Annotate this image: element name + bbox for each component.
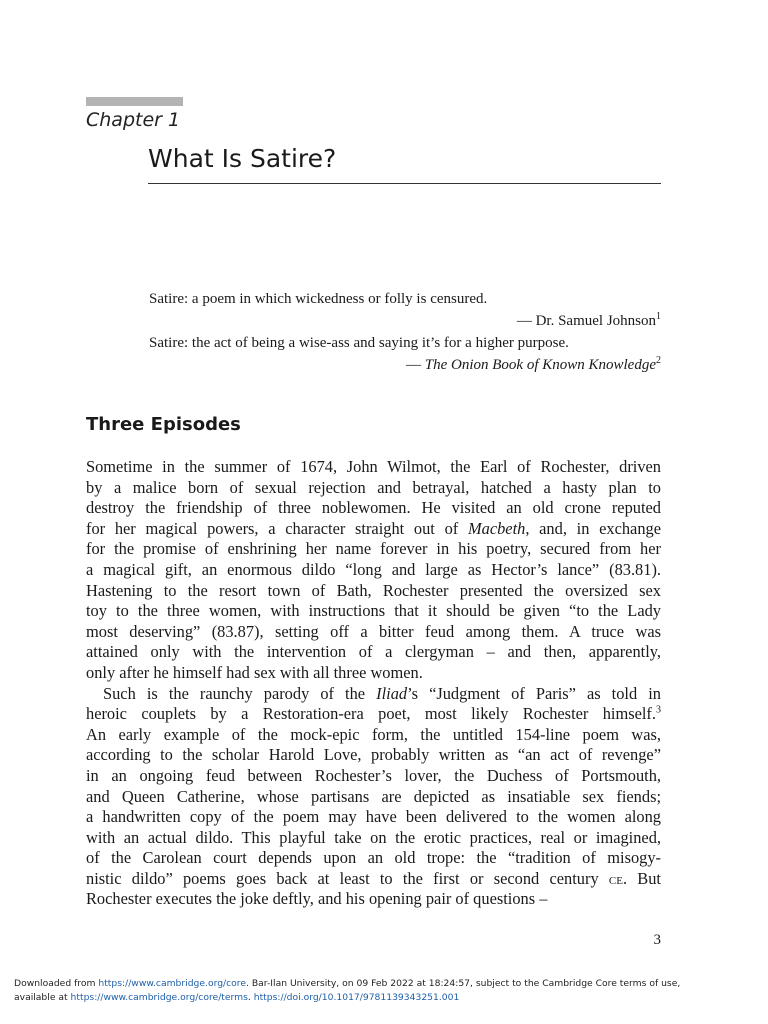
page-number: 3 bbox=[653, 932, 661, 948]
text-line: destroy the friendship of three noblewomen. He visited an old crone reputed bbox=[86, 498, 661, 518]
text-line: and Queen Catherine, whose partisans are depicted as insatiable sex fiends; bbox=[86, 786, 661, 806]
text-line: only after he himself had sex with all three women. bbox=[86, 662, 423, 682]
chapter-title: What Is Satire? bbox=[148, 144, 337, 173]
text-line: toy to the three women, with instructions that it should be given “to the Lady bbox=[86, 601, 661, 621]
section-heading: Three Episodes bbox=[86, 414, 241, 435]
text-line: by a malice born of sexual rejection and betrayal, hatched a hasty plan to bbox=[86, 477, 661, 497]
footer-text: available at bbox=[14, 992, 71, 1003]
text-line: for the promise of enshrining her name forever in his poetry, secured from her bbox=[86, 539, 661, 559]
text-line: according to the scholar Harold Love, probably written as “an act of revenge” bbox=[86, 745, 661, 765]
attribution-book-title: The Onion Book of Known Knowledge bbox=[424, 357, 656, 373]
epigraph-quote-2: Satire: the act of being a wise-ass and saying it’s for a higher purpose. bbox=[149, 335, 569, 351]
small-caps-era: ce bbox=[608, 868, 623, 888]
chapter-bar bbox=[86, 97, 183, 106]
cambridge-core-link[interactable]: https://www.cambridge.org/core bbox=[98, 978, 247, 989]
italic-title: Macbeth bbox=[467, 518, 526, 538]
text-line bbox=[86, 704, 661, 725]
footer-line-2 bbox=[14, 991, 759, 1005]
download-footer bbox=[14, 977, 759, 1005]
text-run: . But bbox=[622, 868, 661, 888]
attribution-prefix: — bbox=[406, 357, 425, 373]
terms-link[interactable]: https://www.cambridge.org/core/terms bbox=[70, 992, 248, 1003]
italic-title: Iliad bbox=[376, 683, 408, 703]
epigraph-attribution-1 bbox=[149, 310, 661, 332]
footer-text: Downloaded from bbox=[14, 978, 99, 989]
footnote-ref[interactable]: 1 bbox=[656, 311, 661, 322]
text-line: Hastening to the resort town of Bath, Rochester presented the oversized sex bbox=[86, 580, 661, 600]
footnote-ref[interactable]: 2 bbox=[656, 355, 661, 366]
text-line: with an actual dildo. This playful take on the erotic practices, real or imagined, bbox=[86, 827, 661, 847]
text-line: a handwritten copy of the poem may have been delivered to the women along bbox=[86, 807, 661, 827]
footer-text: . bbox=[247, 992, 254, 1003]
text-line: in an ongoing feud between Rochester’s lover, the Duchess of Portsmouth, bbox=[86, 765, 661, 785]
text-run: for her magical powers, a character straight out of bbox=[86, 518, 468, 538]
epigraphs bbox=[149, 288, 661, 376]
epigraph-quote-1: Satire: a poem in which wickedness or folly is censured. bbox=[149, 291, 488, 307]
body-text bbox=[86, 457, 661, 910]
footnote-ref[interactable]: 3 bbox=[656, 704, 661, 716]
text-line: Sometime in the summer of 1674, John Wilmot, the Earl of Rochester, driven bbox=[86, 457, 661, 476]
title-rule bbox=[148, 183, 661, 184]
text-run: ’s “Judgment of Paris” as told in bbox=[407, 683, 661, 703]
text-line: of the Carolean court depends upon an old trope: the “tradition of misogy- bbox=[86, 848, 661, 868]
text-run: nistic dildo” poems goes back at least to the first or second century bbox=[86, 868, 609, 888]
text-line: attained only with the intervention of a clergyman – and then, apparently, bbox=[86, 642, 661, 662]
attribution-text: — Dr. Samuel Johnson bbox=[516, 313, 656, 329]
text-line bbox=[86, 869, 661, 890]
text-line: Rochester executes the joke deftly, and his opening pair of questions – bbox=[86, 889, 548, 909]
footer-text: . Bar-Ilan University, on 09 Feb 2022 at 18:24:57, subject to the Cambridge Core terms of use, bbox=[246, 978, 681, 989]
text-line bbox=[86, 684, 661, 705]
text-line: An early example of the mock-epic form, the untitled 154-line poem was, bbox=[86, 724, 661, 744]
text-run: Such is the raunchy parody of the bbox=[103, 683, 377, 703]
text-run: heroic couplets by a Restoration-era poet, most likely Rochester himself. bbox=[86, 704, 656, 724]
footer-line-1 bbox=[14, 977, 759, 991]
epigraph-attribution-2 bbox=[149, 354, 661, 376]
text-run: , and, in exchange bbox=[525, 518, 661, 538]
text-line: most deserving” (83.87), setting off a bitter feud among them. A truce was bbox=[86, 621, 661, 641]
text-line: a magical gift, an enormous dildo “long and large as Hector’s lance” (83.81). bbox=[86, 559, 661, 579]
text-line bbox=[86, 519, 661, 540]
doi-link[interactable]: https://doi.org/10.1017/9781139343251.001 bbox=[253, 992, 460, 1003]
chapter-label: Chapter 1 bbox=[86, 109, 181, 131]
